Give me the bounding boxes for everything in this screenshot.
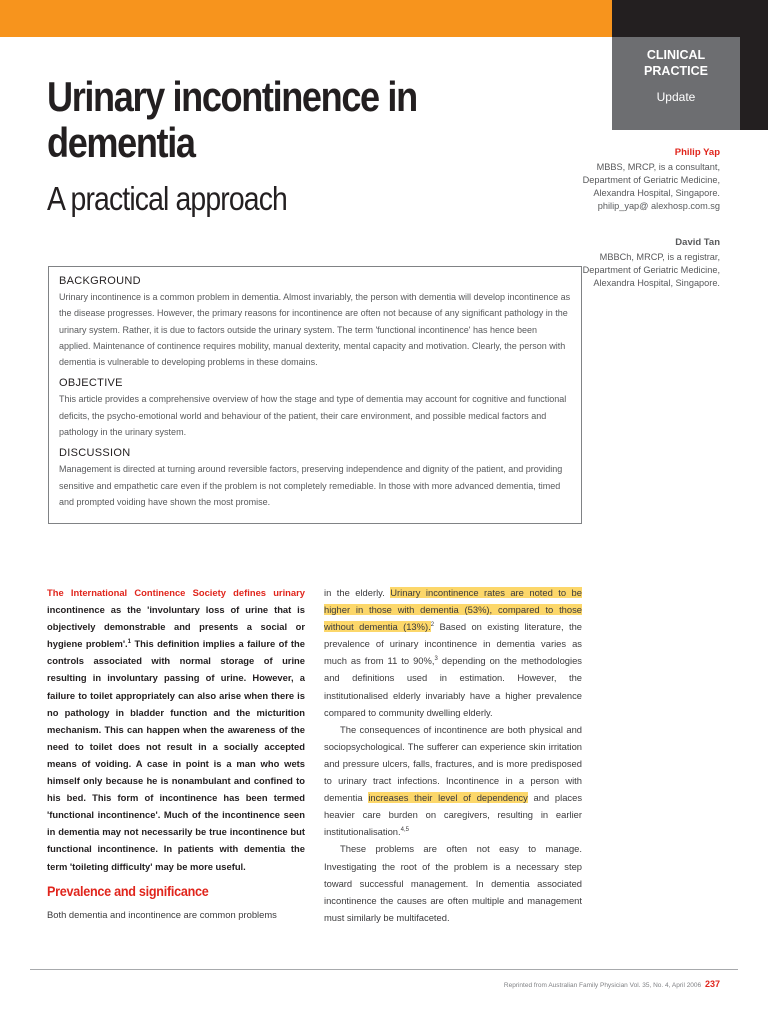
abstract-discussion-text: Management is directed at turning around reversible factors, preserving independence and dignity of the patient, and providing sensitive and empathetic care even if the problem is not completely remediable. In those with more advanced dementia, timed and prompted voiding have shown the most promise. (59, 464, 563, 507)
highlighted-text: Urinary incontinence rates are noted to be higher in those with dementia (53%), compared to those without dementia (13%). (324, 587, 582, 633)
page-number: 237 (704, 979, 720, 989)
author-name: Philip Yap (674, 147, 720, 158)
footer-citation: Reprinted from Australian Family Physician Vol. 35, No. 4, April 2006 (503, 982, 702, 989)
citation-ref: 4,5 (400, 827, 409, 834)
footer-divider (30, 969, 738, 970)
consequences-paragraph (324, 721, 582, 841)
prevalence-start: Both dementia and incontinence are common problems (47, 908, 277, 920)
citation-ref: 1 (127, 639, 132, 646)
management-paragraph: These problems are often not easy to manage. Investigating the root of the problem is a necessary step toward successful management. In dementia associated incontinence the causes are often multiple and management must similarly be multifaceted. (324, 843, 582, 923)
section-line1: CLINICAL (646, 48, 706, 62)
section-label (612, 37, 740, 130)
author-bio: MBBS, MRCP, is a consultant, Department of Geriatric Medicine, Alexandra Hospital, Singapore. philip_yap@ alexhosp.com.sg (582, 162, 720, 211)
abstract-objective-text: This article provides a comprehensive overview of how the stage and type of dementia may account for cognitive and functional deficits, the psycho-emotional world and behaviour of the patient, their care environment, and possible medical factors and pathology in the urinary system. (59, 394, 567, 438)
intro-lead: The International Continence Society defines urinary (47, 587, 305, 598)
abstract-discussion-heading: DISCUSSION (59, 447, 131, 460)
intro-text: incontinence as the 'involuntary loss of urine that is objectively demonstrable and presents a social or hygiene problem'. (47, 604, 305, 650)
text-run: depending on the methodologies and definitions used in estimation. However, the institutionalised elderly invariably have a higher prevalence compared to community dwelling elderly. (324, 655, 582, 718)
prevalence-paragraph (324, 584, 582, 721)
citation-ref: 2 (430, 622, 435, 629)
abstract-background-heading: BACKGROUND (59, 275, 141, 287)
abstract-objective-heading: OBJECTIVE (59, 377, 123, 390)
article-title: Urinary incontinence in dementia (47, 73, 417, 166)
section-line3: Update (656, 90, 696, 104)
intro-text-continued: This definition implies a failure of the controls associated with normal storage of urine resulting in involuntary passing of urine. However, a failure to toilet appropriately can also arise when there is no pathology in bladder function and the micturition mechanism. This can happen when the awareness of the need to toilet does not result in a socially accepted means of voiding. A case in point is a man who wets himself only because he is nonambulant and confined to his bed. This form of incontinence has been termed 'functional incontinence'. Much of the incontinence seen in dementia may not necessarily be true incontinence but functional incontinence. In patients with dementia the term 'toileting difficulty' may be more useful. (47, 638, 305, 872)
text-run: The consequences of incontinence are both physical and sociopsychological. The sufferer can experience skin irritation and pressure ulcers, falls, fractures, and is more predisposed to urinary tract infections. Incontinence in a person with dementia (324, 723, 582, 804)
footer (504, 979, 720, 989)
text-run: Based on existing literature, the prevalence of urinary incontinence in dementia varies as much as from 11 to 90%, (324, 621, 582, 667)
header-color-bar (0, 0, 612, 37)
text-run: and places heavier care burden on caregivers, resulting in earlier institutionalisation. (324, 792, 583, 838)
body-column-right (324, 584, 582, 926)
body-column-left (47, 584, 305, 923)
text-run: in the elderly. (324, 587, 391, 598)
author-block-1 (550, 146, 720, 213)
intro-paragraph (47, 584, 305, 875)
abstract-background-text: Urinary incontinence is a common problem in dementia. Almost invariably, the person with dementia will develop incontinence as the disease progresses. However, the primary reasons for incontinence are often not because of any significant pathology in the urinary system. Rather, it is due to factors outside the urinary system. The term 'functional incontinence' has hence been applied. Maintenance of continence requires mobility, manual dexterity, mental capacity and motivation. Clearly, the person with dementia is vulnerable to developing problems in these domains. (59, 292, 571, 368)
article-subtitle: A practical approach (47, 180, 287, 217)
prevalence-heading: Prevalence and significance (47, 882, 209, 899)
highlighted-text: increases their level of dependency (368, 792, 528, 804)
author-bio: MBBCh, MRCP, is a registrar, Department of Geriatric Medicine, Alexandra Hospital, Singapore. (582, 252, 720, 288)
author-name: David Tan (675, 237, 720, 248)
abstract-box (48, 266, 582, 524)
section-line2: PRACTICE (644, 64, 708, 78)
citation-ref: 3 (434, 656, 438, 663)
